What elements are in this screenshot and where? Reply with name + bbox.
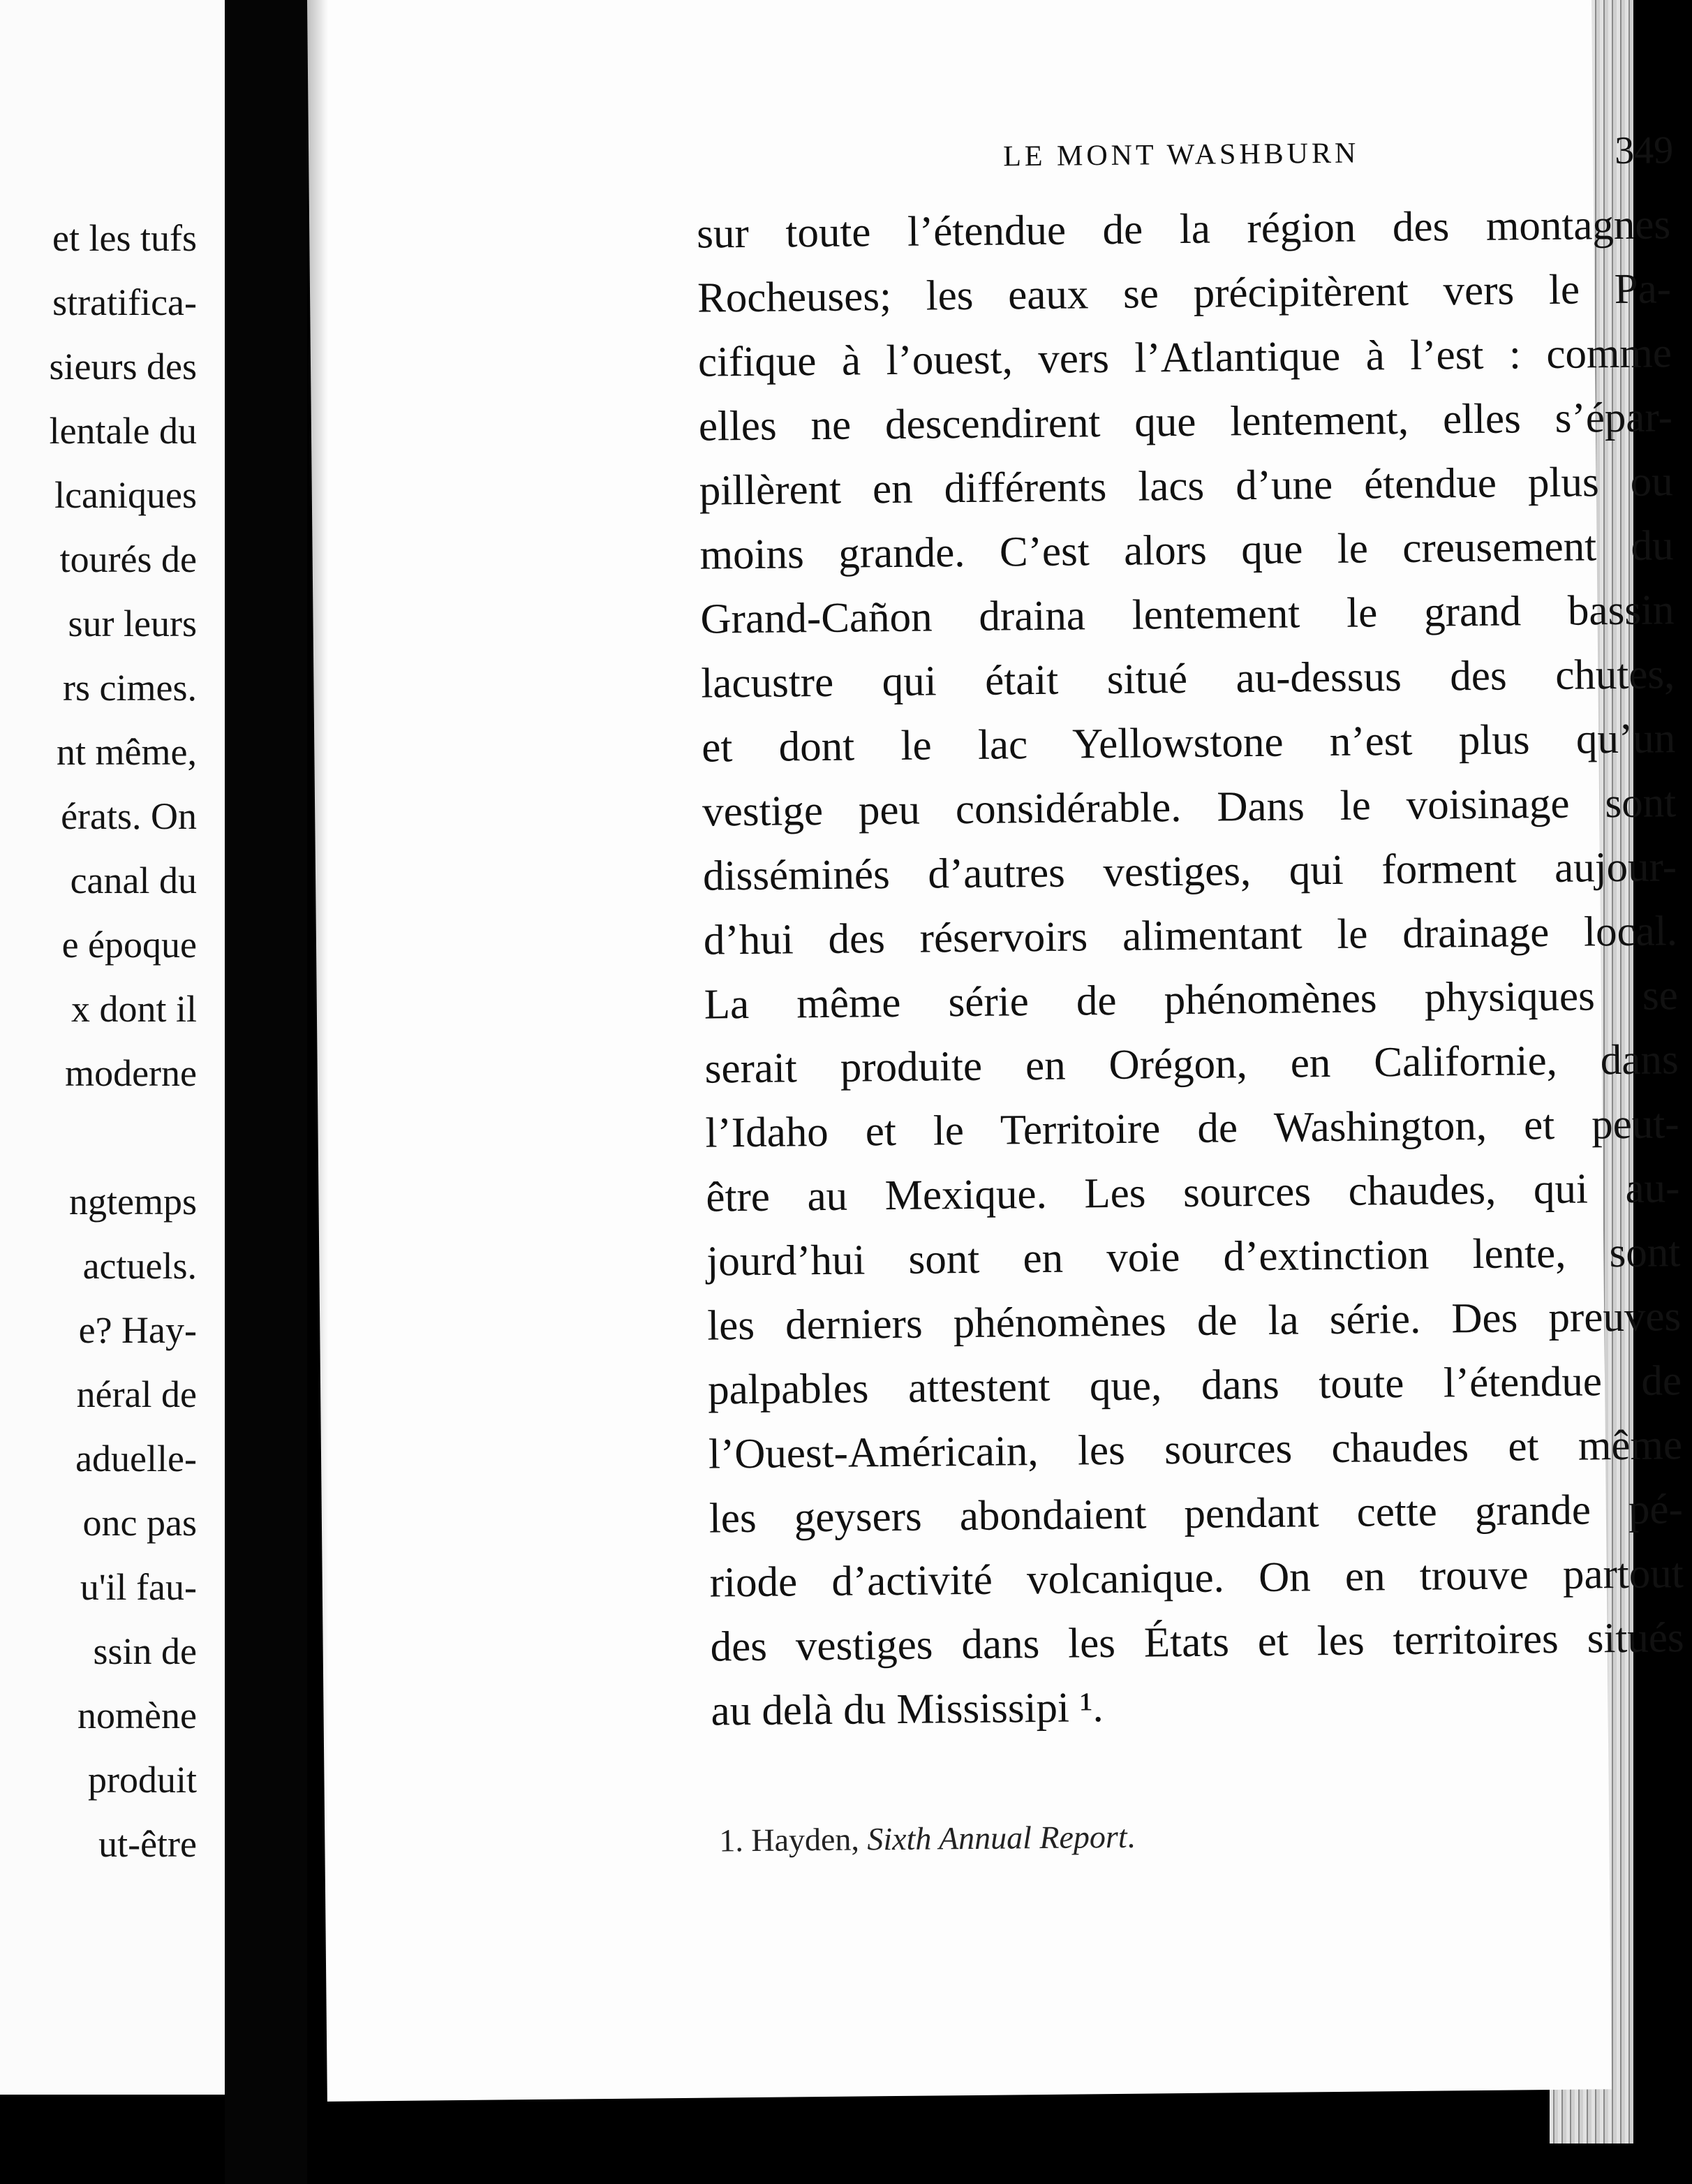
body-line: pillèrent en différents lacs d’une étendue plus ou (699, 458, 1674, 515)
body-line: les derniers phénomènes de la série. Des preuves (706, 1293, 1682, 1350)
left-page-line: et les tufs (52, 217, 197, 259)
left-page-line: ssin de (93, 1630, 197, 1672)
left-page-line: néral de (76, 1373, 197, 1415)
left-page-line: x dont il (70, 988, 197, 1030)
body-line: Rocheuses; les eaux se précipitèrent vers le Pa- (697, 265, 1672, 322)
body-line: riode d’activité volcanique. On en trouve partout (709, 1550, 1684, 1607)
left-page-line (50, 1105, 197, 1170)
body-line: palpables attestent que, dans toute l’étendue de (707, 1357, 1682, 1414)
left-page-line: nt même, (57, 731, 197, 773)
body-line: être au Mexique. Les sources chaudes, qui au- (706, 1165, 1680, 1221)
body-line: elles ne descendirent que lentement, elles s’épar- (698, 394, 1673, 450)
body-line: lacustre qui était situé au-dessus des chutes, (701, 651, 1675, 707)
left-page-line: e? Hay- (78, 1309, 197, 1351)
left-page-line: ngtemps (69, 1181, 197, 1223)
main-page (307, 0, 1684, 2102)
body-line: l’Idaho et le Territoire de Washington, et peut- (705, 1100, 1679, 1157)
page-number: 349 (1614, 128, 1674, 173)
body-line: serait produite en Orégon, en Californie, dans (704, 1036, 1679, 1093)
left-page-line: aduelle- (75, 1438, 197, 1480)
running-head (696, 128, 1674, 191)
left-page-line: moderne (65, 1052, 197, 1094)
left-page-line: tourés de (59, 538, 197, 580)
left-page-line: produit (88, 1759, 197, 1801)
body-line: disséminés d’autres vestiges, qui forment aujour- (702, 843, 1677, 900)
body-line: des vestiges dans les États et les territoires situés (710, 1614, 1684, 1671)
left-page-line: rs cimes. (63, 667, 197, 709)
body-line: et dont le lac Yellowstone n’est plus qu’un (701, 715, 1676, 772)
left-page-line: lcaniques (54, 474, 197, 516)
body-line: moins grande. C’est alors que le creusement du (699, 522, 1674, 579)
body-line: cifique à l’ouest, vers l’Atlantique à l’est : comme (697, 330, 1672, 386)
body-line: au delà du Mississipi ¹. (711, 1684, 1104, 1735)
body-line: d’hui des réservoirs alimentant le drainage local. (703, 908, 1678, 964)
body-line: jourd’hui sont en voie d’extinction lente, sont (706, 1229, 1681, 1285)
footnote-title: Sixth Annual Report (867, 1818, 1127, 1857)
body-text (697, 193, 1685, 1743)
body-line: La même série de phénomènes physiques se (704, 972, 1679, 1028)
left-page-line: onc pas (82, 1502, 197, 1544)
left-page-text (50, 206, 197, 1876)
footnote (719, 1818, 1135, 1859)
body-line: l’Ouest-Américain, les sources chaudes et même (708, 1422, 1683, 1478)
left-page-line: nomène (77, 1695, 197, 1736)
left-page-line: érats. On (61, 795, 197, 837)
book-gutter (225, 0, 307, 2184)
body-line: vestige peu considérable. Dans le voisinage sont (702, 779, 1677, 836)
body-line: sur toute l’étendue de la région des montagnes (696, 201, 1671, 258)
left-page-line: sur leurs (68, 603, 197, 644)
left-page-line: canal du (70, 859, 197, 901)
running-title: LE MONT WASHBURN (1002, 137, 1360, 173)
left-page-line: stratifica- (52, 281, 197, 323)
body-line: les geysers abondaient pendant cette grande pé- (708, 1486, 1684, 1542)
left-page-line: u'il fau- (80, 1566, 197, 1608)
left-page-line: ut-être (98, 1823, 197, 1865)
left-page-line: actuels. (82, 1245, 197, 1287)
left-facing-page (0, 0, 225, 2095)
left-page-line: lentale du (49, 410, 197, 452)
spine-shadow (307, 0, 328, 2184)
footnote-prefix: 1. Hayden, (719, 1821, 868, 1859)
footnote-suffix: . (1127, 1818, 1136, 1854)
left-page-line: sieurs des (49, 346, 197, 388)
left-page-line: e époque (61, 924, 197, 966)
body-line: Grand-Cañon draina lentement le grand bassin (700, 586, 1675, 643)
